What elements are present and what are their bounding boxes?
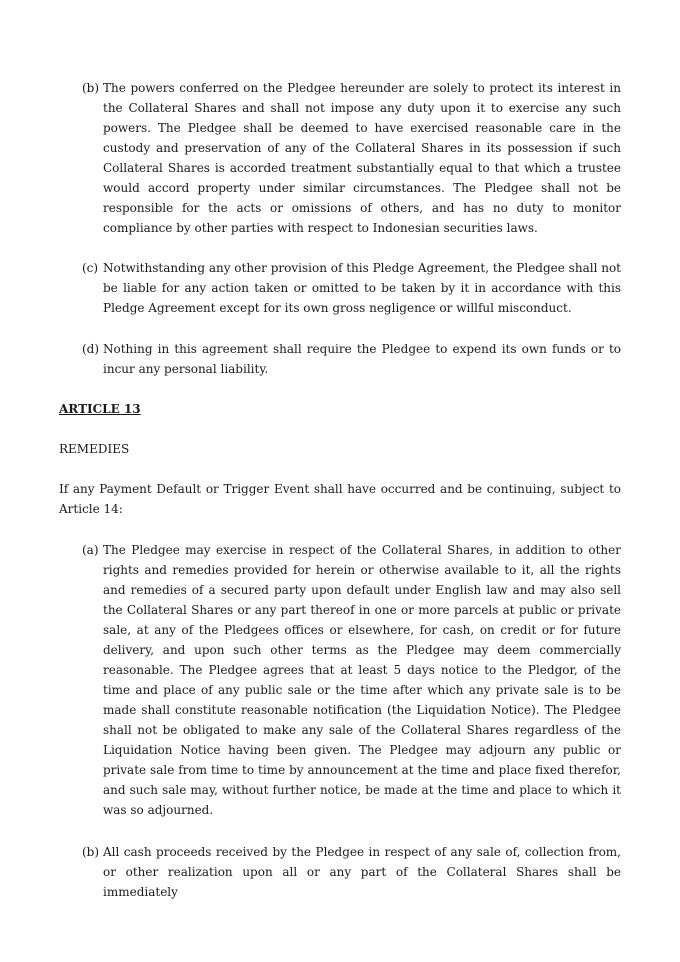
clause-text: Notwithstanding any other provision of this Pledge Agreement, the Pledgee shall not be liable for any action taken or omitted to be taken by it in accordance with this Pledge Agreement except for its own gross negligence or willful misconduct.: [103, 261, 621, 315]
article-heading: ARTICLE 13: [59, 402, 141, 416]
clause-text: All cash proceeds received by the Pledgee in respect of any sale of, collection from, or other realization upon all or any part of the Collateral Shares shall be immediately: [103, 845, 621, 899]
clause-text: The powers conferred on the Pledgee hereunder are solely to protect its interest in the Collateral Shares and shall not impose any duty upon it to exercise any such powers. The Pledgee shall be deemed to have exercised reasonable care in the custody and preservation of any of the Collateral Shares in its possession if such Collateral Shares is accorded treatment substantially equal to that which a trustee would accord property under similar circumstances. The Pledgee shall not be responsible for the acts or omissions of others, and has no duty to monitor compliance by other parties with respect to Indonesian securities laws.: [103, 81, 621, 235]
clause-label: (b): [82, 81, 100, 95]
clause-label: (d): [82, 342, 100, 356]
clause-c-liability: [82, 258, 621, 318]
clause-label: (c): [82, 261, 99, 275]
article-subheading: REMEDIES: [59, 442, 130, 456]
clause-text: The Pledgee may exercise in respect of the Collateral Shares, in addition to other rights and remedies provided for herein or otherwise available to it, all the rights and remedies of a secured party upon default under English law and may also sell the Collateral Shares or any part thereof in one or more parcels at public or private sale, at any of the Pledgees offices or elsewhere, for cash, on credit or for future delivery, and upon such other terms as the Pledgee may deem commercially reasonable. The Pledgee agrees that at least 5 days notice to the Pledgor, of the time and place of any public sale or the time after which any private sale is to be made shall constitute reasonable notification (the Liquidation Notice). The Pledgee shall not be obligated to make any sale of the Collateral Shares regardless of the Liquidation Notice having been given. The Pledgee may adjourn any public or private sale from time to time by announcement at the time and place fixed therefor, and such sale may, without further notice, be made at the time and place to which it was so adjourned.: [103, 543, 621, 817]
clause-a-remedies: [82, 540, 621, 820]
clause-text: Nothing in this agreement shall require the Pledgee to expend its own funds or to incur any personal liability.: [103, 342, 621, 376]
clause-label: (a): [82, 543, 99, 557]
clause-b-proceeds: [82, 842, 621, 902]
clause-label: (b): [82, 845, 100, 859]
clause-d-funds: [82, 339, 621, 379]
clause-b-powers: [82, 78, 621, 238]
article-intro: If any Payment Default or Trigger Event shall have occurred and be continuing, subject to Article 14:: [59, 482, 621, 516]
